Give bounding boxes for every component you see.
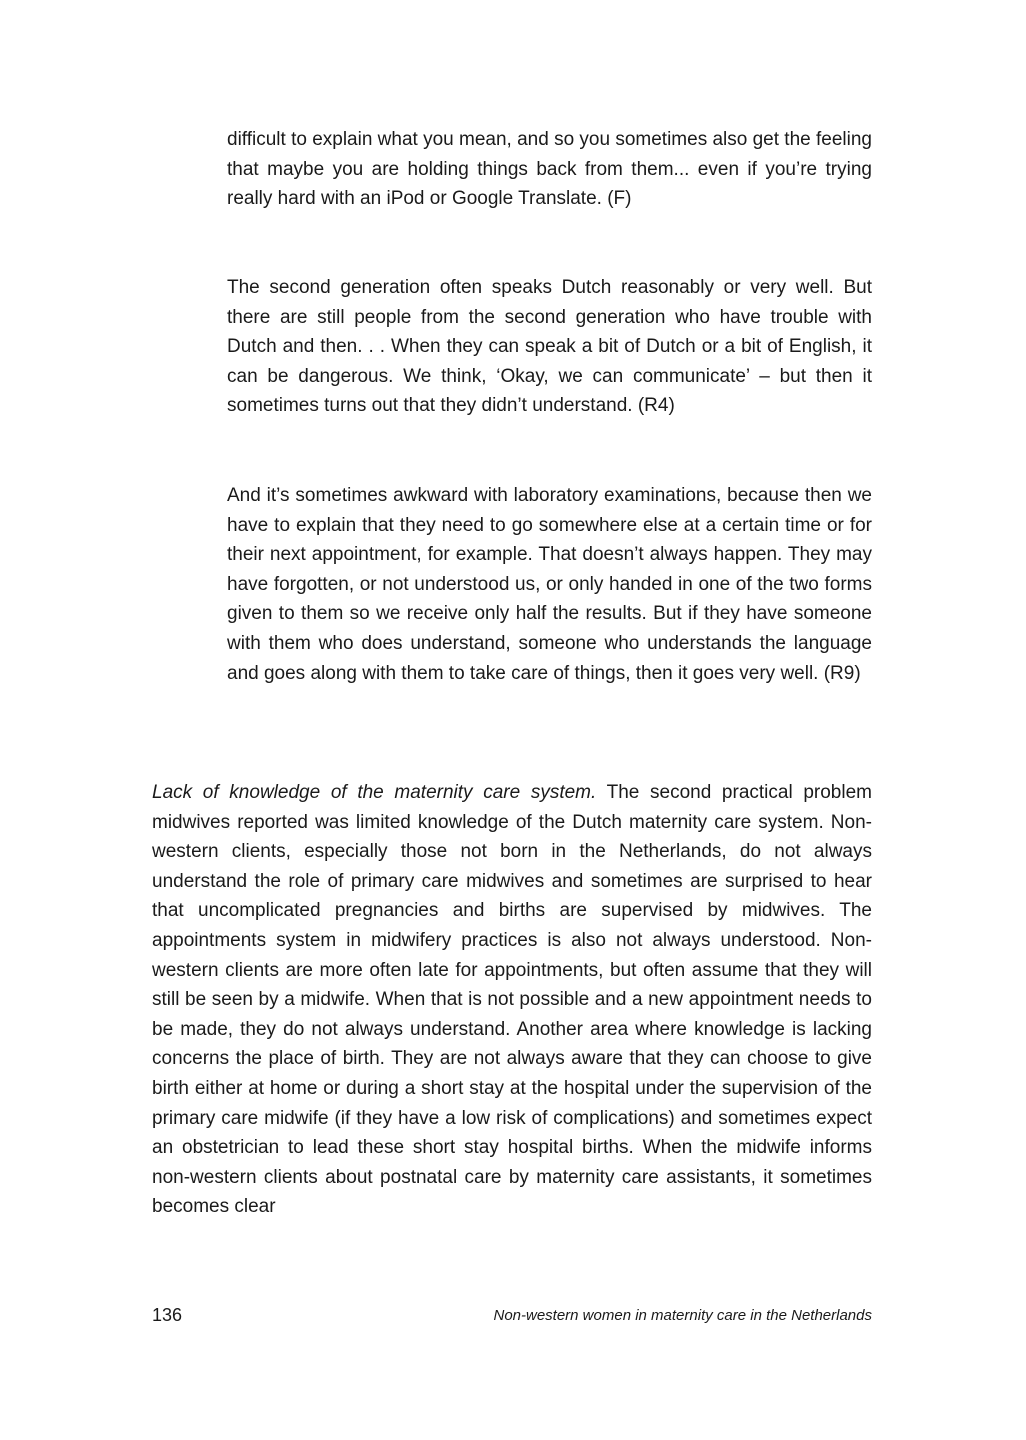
section-text: The second practical problem midwives reported was limited knowledge of the Dutch maternity care system. Non-western clients, especially those not born in the Netherlands, do not always understand the role of primary care midwives and sometimes are surprised to hear that uncomplicated pregnancies and births are supervised by midwives. The appointments system in midwifery practices is also not always understood. Non-western clients are more often late for appointments, but often assume that they will still be seen by a midwife. When that is not possible and a new appointment needs to be made, they do not always understand. Another area where knowledge is lacking concerns the place of birth. They are not always aware that they can choose to give birth either at home or during a short stay at the hospital under the supervision of the primary care midwife (if they have a low risk of complications) and sometimes expect an obstetrician to lead these short stay hospital births. When the midwife informs non-western clients about postnatal care by maternity care assistants, it sometimes becomes clear [152, 782, 872, 1218]
body-paragraph [152, 778, 872, 1222]
section-run-in-heading: Lack of knowledge of the maternity care system. [152, 782, 597, 803]
interview-quote-r9: And it’s sometimes awkward with laboratory examinations, because then we have to explain that they need to go somewhere else at a certain time or for their next appointment, for example. That doesn’t always happen. They may have forgotten, or not understood us, or only handed in one of the two forms given to them so we receive only half the results. But if they have someone with them who does understand, someone who understands the language and goes along with them to take care of things, then it goes very well. (R9) [227, 485, 872, 684]
interview-quote-r4: The second generation often speaks Dutch reasonably or very well. But there are still people from the second generation who have trouble with Dutch and then. . . When they can speak a bit of Dutch or a bit of English, it can be dangerous. We think, ‘Okay, we can communicate’ – but then it sometimes turns out that they didn’t understand. (R4) [227, 277, 872, 417]
interview-quote-f: difficult to explain what you mean, and so you sometimes also get the feeling that maybe you are holding things back from them... even if you’re trying really hard with an iPod or Google Translate. (F) [227, 129, 872, 210]
page-number: 136 [152, 1305, 183, 1325]
running-title: Non-western women in maternity care in the Netherlands [493, 1307, 872, 1324]
